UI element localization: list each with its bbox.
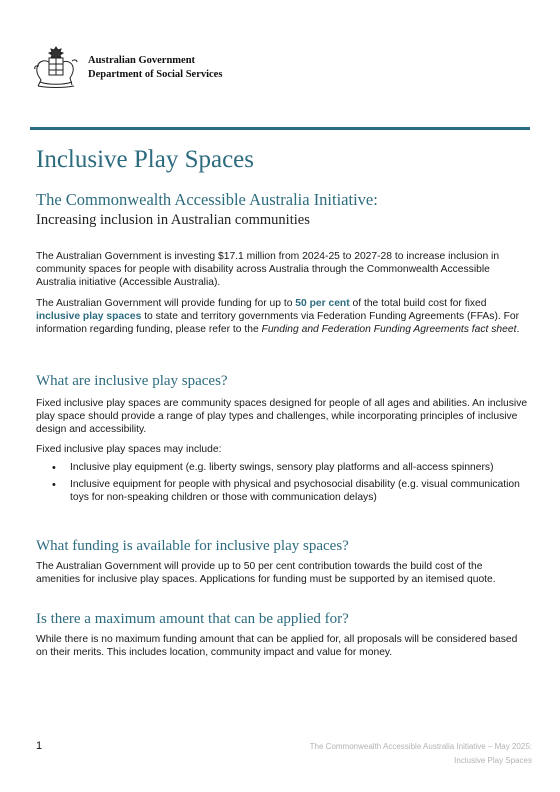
list-item: • Inclusive equipment for people with physical and psychosocial disability (e.g. visual communication toys for non-speaking children or those with communication delays) [52,479,528,505]
intro-paragraph: The Australian Government is investing $17.1 million from 2024-25 to 2027-28 to increase inclusion in community spaces for people with disability across Australia through the Commonwealth Accessible Australia initiative (Accessible Australia). [36,251,500,288]
government-header [30,44,290,94]
department-name: Department of Social Services [88,69,223,80]
play-space-bullet-list [52,462,528,508]
maximum-amount-paragraph: While there is no maximum funding amount that can be applied for, all proposals will be considered based on their merits. This includes location, community impact and value for money. [36,634,518,658]
section-heading-funding: What funding is available for inclusive play spaces? [36,538,349,554]
may-include-paragraph: Fixed inclusive play spaces may include: [36,444,222,455]
funding-text-e: to state and territory governments via Federation Funding Agreements (FFAs). For information regarding funding, please refer to the [36,310,520,335]
funding-text-c: of the total build cost for fixed [349,298,487,309]
funding-paragraph [36,298,528,336]
list-item: • Inclusive play equipment (e.g. liberty swings, sensory play platforms and all-access spinners) [52,462,528,475]
section-heading-maximum: Is there a maximum amount that can be applied for? [36,611,349,627]
footer-caption [310,740,532,768]
funding-available-paragraph: The Australian Government will provide up to 50 per cent contribution towards the build cost of the amenities for inclusive play spaces. Applications for funding must be supported by an itemised quote. [36,561,496,585]
inclusive-play-spaces-highlight: inclusive play spaces [36,310,142,322]
funding-text-a: The Australian Government will provide funding for up to [36,298,296,309]
definition-paragraph: Fixed inclusive play spaces are community spaces designed for people of all ages and abilities. An inclusive play space should provide a range of play types and challenges, while incorporating principles of inclusive design and accessibility. [36,398,528,435]
section-heading-what: What are inclusive play spaces? [36,373,228,389]
coat-of-arms-icon [30,44,82,90]
page-title: Inclusive Play Spaces [36,146,255,173]
fact-sheet-reference: Funding and Federation Funding Agreements fact sheet [261,323,517,335]
funding-percent-highlight: 50 per cent [295,298,350,309]
page-number: 1 [36,740,43,752]
footer-line-2: Inclusive Play Spaces [454,756,532,765]
funding-text-g: . [516,323,520,335]
government-name: Australian Government [88,55,196,66]
footer-line-1: The Commonwealth Accessible Australia Initiative – May 2025: [309,742,532,751]
page-subtitle-secondary: Increasing inclusion in Australian communities [36,212,310,228]
header-divider [30,127,530,130]
page-subtitle: The Commonwealth Accessible Australia Initiative: [36,190,378,209]
